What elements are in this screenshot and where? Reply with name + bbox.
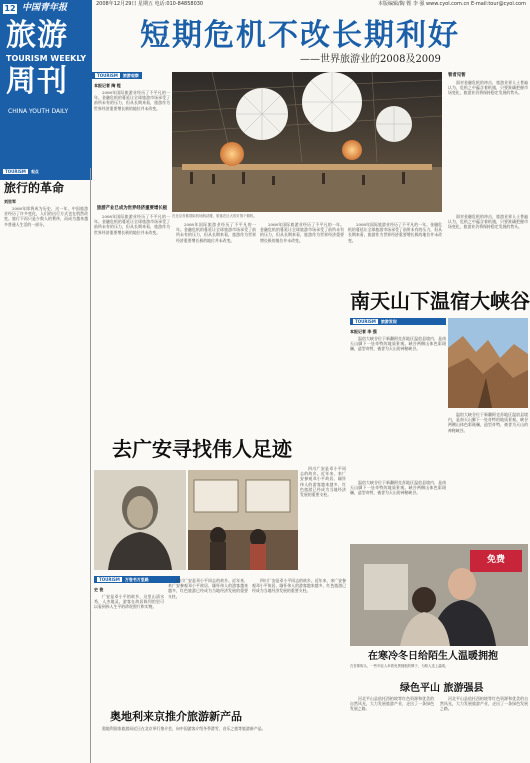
- canyon-photo-art: [448, 318, 528, 408]
- wanyi-body: [94, 594, 164, 704]
- lead-section-label: 旅游观察: [122, 73, 139, 78]
- lead-section-bar: [92, 72, 142, 79]
- right-column-body-2: [448, 214, 528, 284]
- guangan-body-2: [168, 578, 248, 704]
- nanshan-section-tag: TOURISM: [355, 319, 376, 324]
- lead-paragraph-3: 2008年国际旅游业经历了不平凡的一年。金融危机的蔓延让全球旅游市场承受了前所未有的压力，但从长期来看，旅游作为世界经济重要增长极的地位并未改变。: [176, 222, 256, 243]
- deng-photo: [94, 470, 186, 570]
- hug-photo: [350, 544, 528, 646]
- lead-paragraph-2: 2008年国际旅游业经历了不平凡的一年。金融危机的蔓延让全球旅游市场承受了前所未有的压力，但从长期来看，旅游作为世界经济重要增长极的地位并未改变。: [94, 214, 170, 235]
- masthead-title-en: TOURISM WEEKLY: [6, 54, 86, 63]
- paper-name: CHINA YOUTH DAILY: [8, 108, 69, 115]
- lead-section-tag: TOURISM: [97, 73, 118, 78]
- lead-body-1: [94, 90, 170, 202]
- pingshan-body-2: [440, 696, 528, 760]
- guangan-paragraph-2: 四川广安是邓小平同志的故乡。近年来，来广安参观邓小平故居、缅怀伟人的游客越来越多，红色旅游已经成为当地经济发展的重要支柱。: [168, 578, 248, 599]
- hug-sign: 免费: [486, 555, 505, 565]
- nanshan-body-2: [448, 412, 528, 502]
- wanyi-section-label: 万卷书万里路: [124, 577, 149, 582]
- lead-body-2: [94, 214, 170, 409]
- lead-body-4: [260, 222, 344, 412]
- pingshan-body: [350, 696, 434, 760]
- pingshan-paragraph-2: 河北平山县依托西柏坡等红色资源和优美的自然风光，大力发展旅游产业，走出了一条绿色发展之路。: [440, 696, 528, 712]
- left-section-bar: [0, 168, 92, 175]
- right-column-paragraph-2: 面对金融危机的冲击，旅游业界人士普遍认为，危机之中蕴含着机遇，只要准确把握市场变化，旅游业仍将保持稳定发展的势头。: [448, 214, 528, 230]
- nanshan-paragraph: 温宿大峡谷位于新疆阿克苏地区温宿县境内，是南天山脚下一处奇特的地质景观。峡谷两侧山体色彩斑斓，造型奇特，被誉为天山的神秘峡谷。: [350, 336, 446, 352]
- wanyi-paragraph: 广安是邓小平的故乡，这里山清水秀，人杰地灵。游客在故居陈列馆里可以看到伟人生平的珍贵照片和实物。: [94, 594, 164, 610]
- pingshan-paragraph: 河北平山县依托西柏坡等红色资源和优美的自然风光，大力发展旅游产业，走出了一条绿色发展之路。: [350, 696, 434, 712]
- left-section-tag: TOURISM: [5, 169, 26, 174]
- lead-mid-head: 旅游产业已成为世界经济重要增长极: [96, 206, 168, 211]
- austria-headline: 奥地利来京推介旅游新产品: [110, 710, 242, 723]
- right-column-title: 智者见智: [448, 73, 466, 78]
- guangan-headline: 去广安寻找伟人足迹: [112, 437, 292, 461]
- nanshan-body: [350, 336, 446, 476]
- airport-photo-caption: 在北京首都国际机场航站楼，旅客在巨大的灯饰下候机。: [172, 214, 257, 218]
- right-column-paragraph: 面对金融危机的冲击，旅游业界人士普遍认为，危机之中蕴含着机遇，只要准确把握市场变化，旅游业仍将保持稳定发展的势头。: [448, 80, 528, 96]
- nanshan-byline: 本报记者 李 强: [350, 329, 377, 334]
- hug-caption: 在首都街头，一些年轻人举着免费拥抱的牌子，为路人送上温暖。: [350, 664, 449, 668]
- lead-body-3: [176, 222, 256, 412]
- left-column-byline: 刘世军: [4, 199, 16, 204]
- museum-photo: [188, 470, 298, 570]
- editor-line: 本版编辑/陶 铿 李 强 www.cyol.com.cn E-mail:tour@cyol.com: [378, 1, 526, 7]
- nanshan-section-bar: [350, 318, 446, 325]
- airport-photo-art: [172, 72, 442, 212]
- paper-logo: 中国青年报: [22, 3, 68, 13]
- nanshan-paragraph-3: 温宿大峡谷位于新疆阿克苏地区温宿县境内，是南天山脚下一处奇特的地质景观。峡谷两侧山体色彩斑斓，造型奇特，被誉为天山的神秘峡谷。: [350, 480, 446, 496]
- lead-body-5: [348, 222, 442, 284]
- column-rule: [90, 168, 91, 763]
- lead-paragraph: 2008年国际旅游业经历了不平凡的一年。金融危机的蔓延让全球旅游市场承受了前所未有的压力，但从长期来看，旅游作为世界经济重要增长极的地位并未改变。: [94, 90, 170, 111]
- nanshan-body-3: [350, 480, 446, 540]
- austria-paragraph: 奥地利国家旅游局近日在北京举行推介会，向中国游客介绍冬季滑雪、音乐之旅等旅游新产品。: [102, 726, 266, 731]
- nanshan-headline: 南天山下温宿大峡谷: [350, 289, 530, 313]
- masthead-title-2: 周刊: [6, 64, 68, 99]
- masthead-title-1: 旅游: [6, 18, 68, 53]
- lead-paragraph-4: 2008年国际旅游业经历了不平凡的一年。金融危机的蔓延让全球旅游市场承受了前所未有的压力，但从长期来看，旅游作为世界经济重要增长极的地位并未改变。: [260, 222, 344, 243]
- museum-photo-art: [188, 470, 298, 570]
- lead-headline: 短期危机不改长期利好: [140, 18, 460, 53]
- airport-photo: [172, 72, 442, 212]
- wanyi-byline: 史 俊: [94, 587, 104, 592]
- nanshan-section-label: 旅游发现: [380, 319, 397, 324]
- date-line: 2008年12月29日 星期五 电话:010-84858030: [96, 1, 204, 7]
- hug-headline: 在寒冷冬日给陌生人温暖拥抱: [368, 651, 498, 662]
- header-date-line: [96, 0, 530, 8]
- deng-photo-art: [94, 470, 186, 570]
- left-column-body: [4, 206, 88, 758]
- wanyi-section-tag: TOURISM: [99, 577, 120, 582]
- left-column-paragraph: 2008年即将成为历史，这一年，中国旅游业经历了许多变化，人们的出行方式也在悄然改变。旅行不再只是少数人的奢侈，而成为越来越多普通人生活的一部分。: [4, 206, 88, 227]
- guangan-body-3: [252, 578, 346, 704]
- guangan-paragraph: 四川广安是邓小平同志的故乡。近年来，来广安参观邓小平故居、缅怀伟人的游客越来越多，红色旅游已经成为当地经济发展的重要支柱。: [300, 466, 346, 498]
- lead-subheadline: ——世界旅游业的2008及2009: [300, 54, 441, 65]
- pingshan-headline: 绿色平山 旅游强县: [400, 683, 484, 694]
- page-number: 12: [4, 4, 16, 13]
- lead-byline: 本报记者 陶 铿: [94, 83, 121, 88]
- lead-paragraph-5: 2008年国际旅游业经历了不平凡的一年。金融危机的蔓延让全球旅游市场承受了前所未有的压力，但从长期来看，旅游作为世界经济重要增长极的地位并未改变。: [348, 222, 442, 243]
- left-column-title: 旅行的革命: [4, 181, 65, 195]
- canyon-photo: [448, 318, 528, 408]
- nanshan-paragraph-2: 温宿大峡谷位于新疆阿克苏地区温宿县境内，是南天山脚下一处奇特的地质景观。峡谷两侧山体色彩斑斓，造型奇特，被誉为天山的神秘峡谷。: [448, 412, 528, 433]
- austria-body: [94, 726, 344, 760]
- right-column-body: [448, 80, 528, 210]
- guangan-paragraph-3: 四川广安是邓小平同志的故乡。近年来，来广安参观邓小平故居、缅怀伟人的游客越来越多，红色旅游已经成为当地经济发展的重要支柱。: [252, 578, 346, 594]
- left-section-label: 观点: [30, 169, 39, 174]
- guangan-body: [300, 466, 346, 576]
